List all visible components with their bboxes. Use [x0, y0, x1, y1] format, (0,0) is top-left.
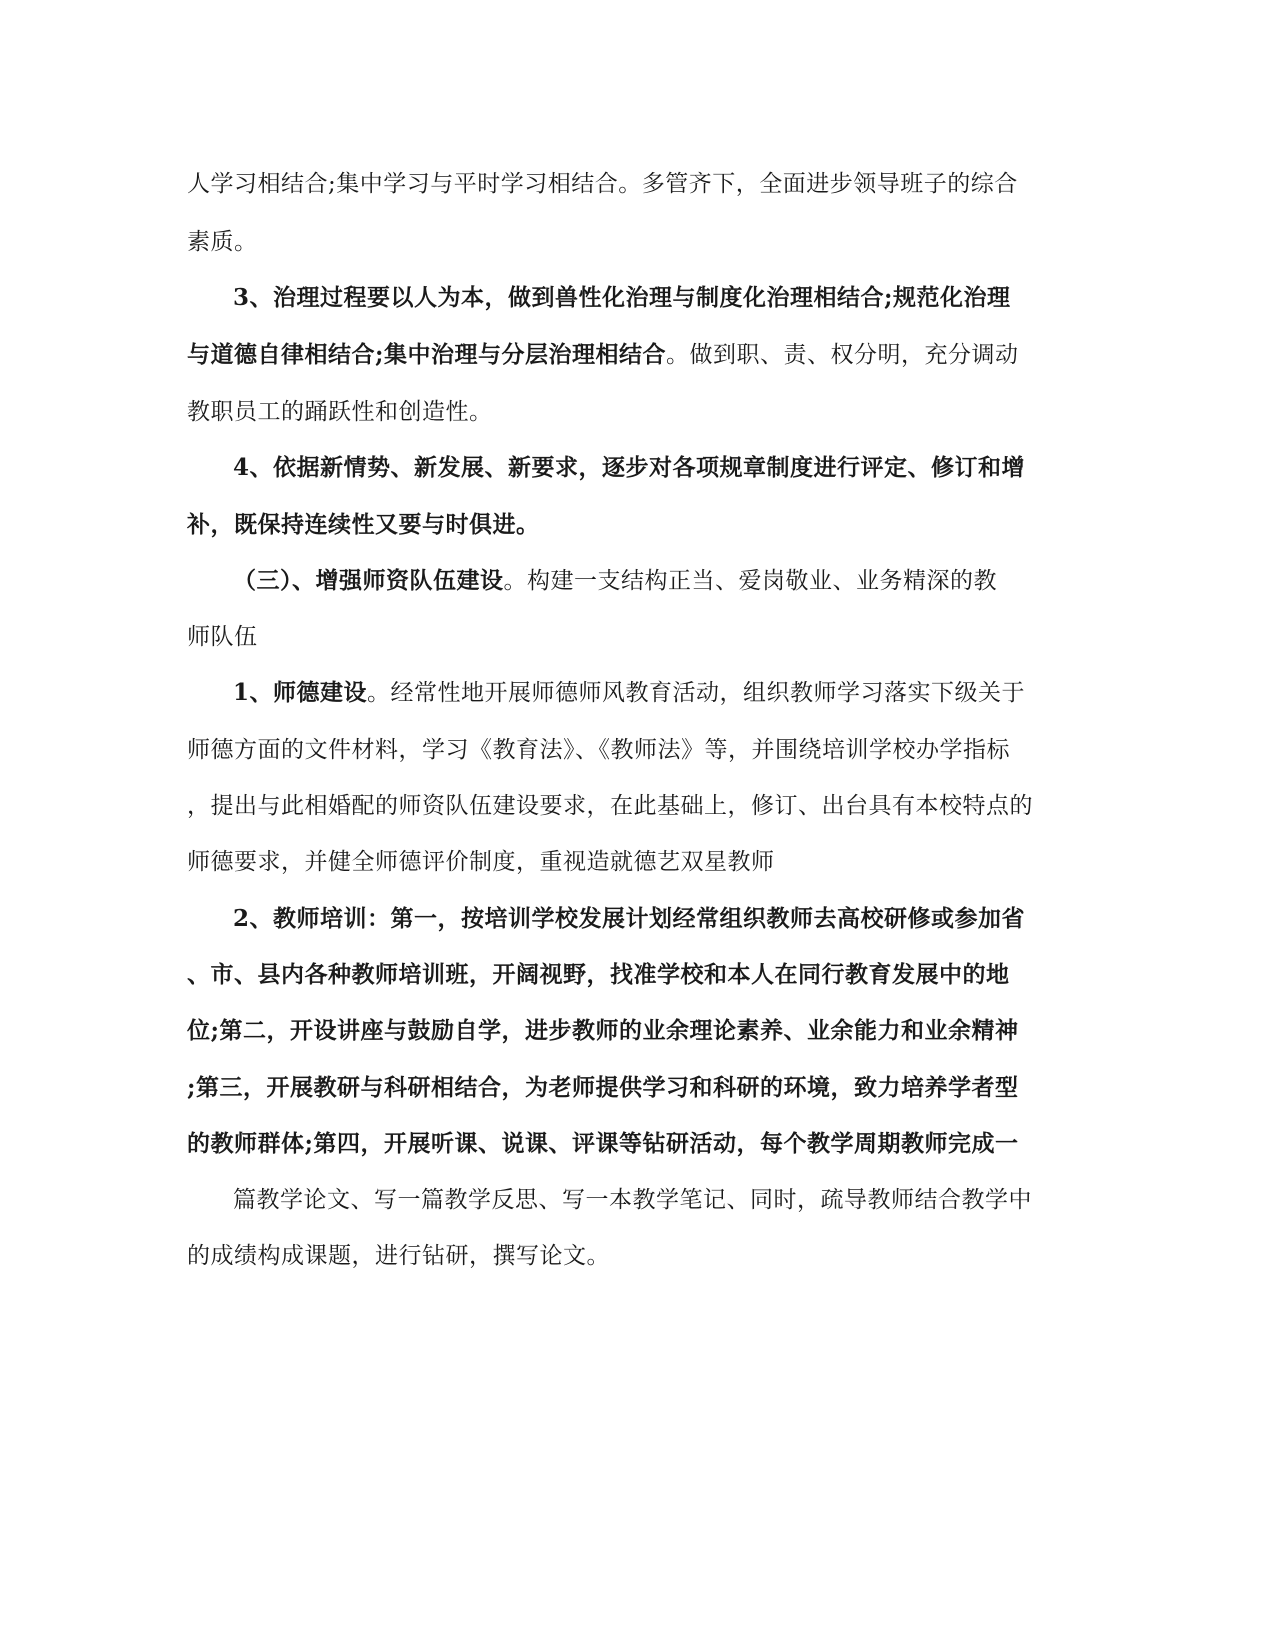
paragraph-2-line-2-normal: 。做到职、责、权分明，充分调动: [666, 342, 1019, 368]
paragraph-5-line-1: [233, 677, 1025, 709]
paragraph-6-line-1: 2、教师培训：第一，按培训学校发展计划经常组织教师去高校研修或参加省: [233, 905, 1026, 932]
paragraph-7-line-1: 篇教学论文、写一篇教学反思、写一本教学笔记、同时，疏导教师结合教学中: [233, 1187, 1032, 1213]
paragraph-6-line-5: 的教师群体;第四，开展听课、说课、评课等钻研活动，每个教学周期教师完成一: [187, 1130, 1019, 1157]
paragraph-6-line-4: ;第三，开展教研与科研相结合，为老师提供学习和科研的环境，致力培养学者型: [187, 1074, 1019, 1101]
paragraph-7-line-2: 的成绩构成课题，进行钻研，撰写论文。: [187, 1243, 610, 1269]
paragraph-1-line-1: 人学习相结合;集中学习与平时学习相结合。多管齐下，全面进步领导班子的综合: [187, 171, 1018, 197]
paragraph-4-line-1-normal: 。构建一支结构正当、爱岗敬业、业务精深的教: [503, 568, 997, 594]
paragraph-5-line-2: 师德方面的文件材料，学习《教育法》、《教师法》等，并围绕培训学校办学指标: [187, 737, 1010, 763]
paragraph-6-line-2: 、市、县内各种教师培训班，开阔视野，找准学校和本人在同行教育发展中的地: [187, 961, 1010, 988]
paragraph-4-line-2: 师队伍: [187, 624, 258, 650]
paragraph-1-line-2: 素质。: [187, 229, 258, 255]
paragraph-4-line-1: [233, 565, 997, 597]
paragraph-3-line-2: 补，既保持连续性又要与时俱进。: [187, 511, 540, 538]
paragraph-2-line-1: 3、治理过程要以人为本，做到兽性化治理与制度化治理相结合;规范化治理: [233, 284, 1011, 311]
paragraph-5-line-3: ，提出与此相婚配的师资队伍建设要求，在此基础上，修订、出台具有本校特点的: [187, 793, 1033, 819]
paragraph-2-line-3: 教职员工的踊跃性和创造性。: [187, 399, 493, 425]
paragraph-3-line-1: 4、依据新情势、新发展、新要求，逐步对各项规章制度进行评定、修订和增: [233, 454, 1026, 481]
paragraph-5-line-4: 师德要求，并健全师德评价制度，重视造就德艺双星教师: [187, 849, 775, 875]
paragraph-5-heading: 1、师德建设: [233, 679, 368, 706]
paragraph-6-line-3: 位;第二，开设讲座与鼓励自学，进步教师的业余理论素养、业余能力和业余精神: [187, 1017, 1019, 1044]
paragraph-2-line-2: [187, 339, 1019, 371]
section-3-heading: （三）、增强师资队伍建设: [233, 567, 504, 594]
paragraph-2-line-2-bold: 与道德自律相结合;集中治理与分层治理相结合: [187, 341, 666, 368]
paragraph-5-line-1-normal: 。经常性地开展师德师风教育活动，组织教师学习落实下级关于: [367, 680, 1026, 706]
